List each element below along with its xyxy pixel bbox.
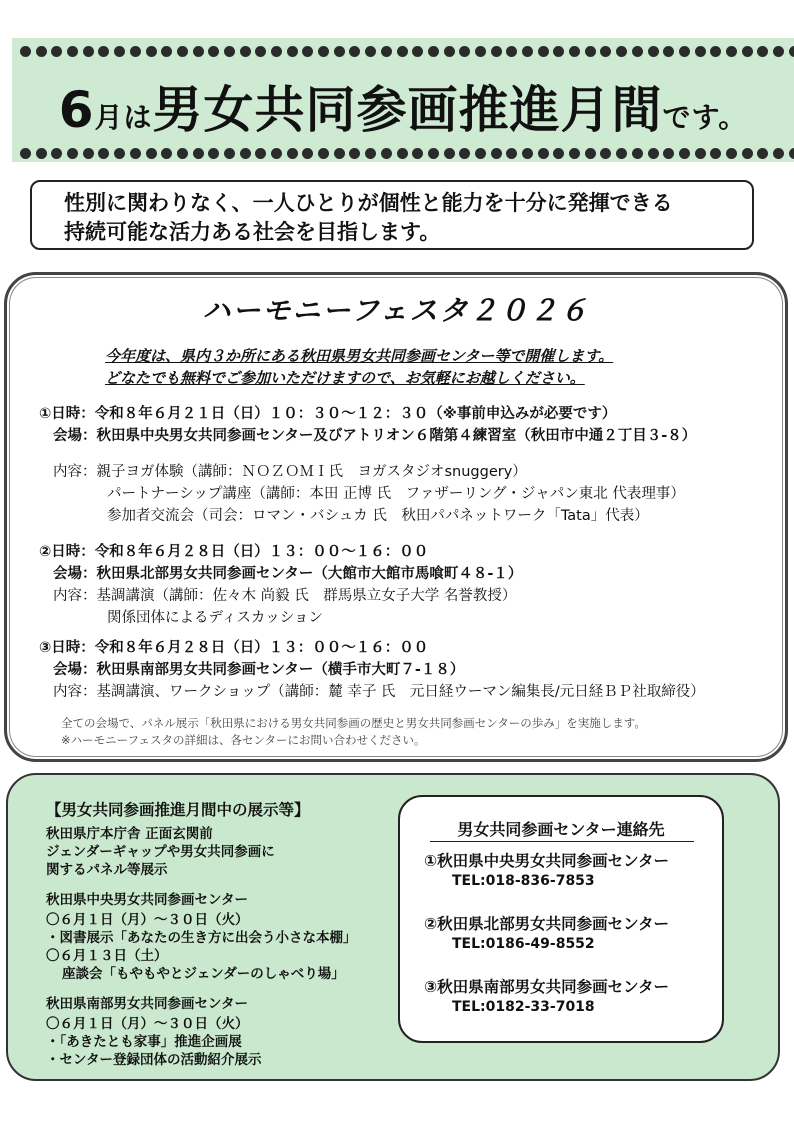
dot	[98, 148, 109, 159]
dot	[36, 148, 47, 159]
exhibit-line: ジェンダーギャップや男女共同参画に	[46, 844, 275, 860]
event-date: ②日時：令和８年６月２８日（日）１３：００～１６：００	[39, 544, 429, 560]
event-venue: 会場：秋田県南部男女共同参画センター（横手市大町７-１８）	[53, 662, 465, 678]
exhibit-line: 秋田県庁本庁舎 正面玄関前	[46, 826, 213, 842]
dot	[491, 46, 502, 57]
event-content: 関係団体によるディスカッション	[107, 610, 323, 626]
dot	[444, 148, 455, 159]
dot	[648, 46, 659, 57]
dot	[491, 148, 502, 159]
dot	[224, 46, 235, 57]
dot	[67, 46, 78, 57]
dot	[114, 46, 125, 57]
header-banner	[12, 38, 794, 162]
dot	[412, 148, 423, 159]
dot	[710, 46, 721, 57]
dot	[83, 148, 94, 159]
dot	[271, 46, 282, 57]
dot	[773, 46, 784, 57]
event-content: 内容：基調講演（講師：佐々木 尚毅 氏 群馬県立女子大学 名誉教授）	[53, 588, 517, 604]
dot	[365, 148, 376, 159]
dot	[397, 148, 408, 159]
dot	[224, 148, 235, 159]
dot	[208, 46, 219, 57]
dot	[679, 148, 690, 159]
exhibit-line: 〇６月１３日（土）	[46, 948, 168, 964]
tagline-line-1: 性別に関わりなく、一人ひとりが個性と能力を十分に発揮できる	[64, 191, 673, 215]
dot	[318, 46, 329, 57]
dot	[412, 46, 423, 57]
dot	[365, 46, 376, 57]
dot	[51, 46, 62, 57]
dot	[506, 148, 517, 159]
exhibit-line: 関するパネル等展示	[46, 862, 168, 878]
dot	[146, 46, 157, 57]
dot	[349, 148, 360, 159]
dot	[302, 148, 313, 159]
dot	[553, 46, 564, 57]
dot	[616, 148, 627, 159]
dot	[569, 46, 580, 57]
dot	[632, 46, 643, 57]
dot	[114, 148, 125, 159]
tagline-line-2: 持続可能な活力ある社会を目指します。	[64, 220, 441, 244]
exhibit-line: 座談会「もやもやとジェンダーのしゃべり場」	[62, 966, 345, 982]
dot	[208, 148, 219, 159]
festa-intro: 今年度は、県内３か所にある秋田県男女共同参画センター等で開催します。 どなたでも無料でご参加いただけますので、お気軽にお越しください。	[105, 347, 614, 387]
dot	[36, 46, 47, 57]
exhibit-line: ・センター登録団体の活動紹介展示	[46, 1052, 262, 1068]
event-date: ③日時：令和８年６月２８日（日）１３：００～１６：００	[39, 640, 429, 656]
exhibit-line: 〇６月１日（月）～３０日（火）	[46, 1016, 249, 1032]
dot	[177, 148, 188, 159]
exhibit-line: 秋田県中央男女共同参画センター	[46, 892, 248, 908]
event-venue: 会場：秋田県北部男女共同参画センター（大館市大館市馬喰町４８-１）	[53, 566, 523, 582]
dot	[381, 148, 392, 159]
dot-border-top	[20, 44, 794, 58]
dot	[553, 148, 564, 159]
dot	[789, 46, 794, 57]
dot	[475, 148, 486, 159]
dot	[710, 148, 721, 159]
dot	[459, 46, 470, 57]
dot	[585, 148, 596, 159]
contact-box	[398, 795, 724, 1043]
dot	[193, 46, 204, 57]
event-venue: 会場：秋田県中央男女共同参画センター及びアトリオン６階第４練習室（秋田市中通２丁目３-８）	[53, 428, 697, 444]
title-underline	[430, 841, 694, 842]
contact-title: 男女共同参画センター連絡先	[457, 820, 665, 839]
dot	[20, 148, 31, 159]
event-date: ①日時：令和８年６月２１日（日）１０：３０～１２：３０（※事前申込みが必要です）	[39, 406, 617, 422]
center-name: ①秋田県中央男女共同参画センター	[424, 852, 670, 870]
dot	[459, 148, 470, 159]
festa-note: 全ての会場で、パネル展示「秋田県における男女共同参画の歴史と男女共同参画センターの歩み」を実施します。 ※ハーモニーフェスタの詳細は、各センターにお問い合わせください。	[61, 716, 646, 747]
dot	[98, 46, 109, 57]
dot	[318, 148, 329, 159]
dot	[302, 46, 313, 57]
festa-title: ハーモニーフェスタ２０２６	[202, 294, 590, 327]
dot	[161, 46, 172, 57]
dot	[161, 148, 172, 159]
exhibit-line: ・「あきたとも家事」推進企画展	[46, 1034, 242, 1050]
dot	[334, 148, 345, 159]
dot	[616, 46, 627, 57]
dot	[632, 148, 643, 159]
dot	[522, 46, 533, 57]
dot	[773, 148, 784, 159]
dot	[271, 148, 282, 159]
exhibit-line: ・図書展示「あなたの生き方に出会う小さな本棚」	[46, 930, 357, 946]
exhibit-line: 〇６月１日（月）～３０日（火）	[46, 912, 249, 928]
dot	[83, 46, 94, 57]
dot	[475, 46, 486, 57]
dot	[255, 46, 266, 57]
dot	[287, 46, 298, 57]
dot	[585, 46, 596, 57]
dot	[679, 46, 690, 57]
dot	[695, 148, 706, 159]
event-content: 内容：基調講演、ワークショップ（講師：麓 幸子 氏 元日経ウーマン編集長/元日経ＢＰ社取締役）	[53, 684, 705, 700]
dot	[146, 148, 157, 159]
event-2	[39, 541, 522, 629]
dot	[287, 148, 298, 159]
page-title: 6月は男女共同参画推進月間です。	[58, 81, 748, 139]
event-content: 内容：親子ヨガ体験（講師：ＮＯＺＯＭＩ氏 ヨガスタジオsnuggery）	[53, 464, 527, 480]
dot	[428, 46, 439, 57]
dot	[538, 46, 549, 57]
dot	[742, 46, 753, 57]
center-tel: TEL:0186-49-8552	[452, 936, 595, 952]
dot	[444, 46, 455, 57]
dot	[381, 46, 392, 57]
dot	[349, 46, 360, 57]
dot	[240, 46, 251, 57]
dot	[742, 148, 753, 159]
dot	[193, 148, 204, 159]
center-name: ③秋田県南部男女共同参画センター	[424, 978, 670, 996]
dot	[663, 46, 674, 57]
event-3	[39, 637, 705, 703]
dot	[506, 46, 517, 57]
exhibit-line: 秋田県南部男女共同参画センター	[46, 996, 248, 1012]
dot	[130, 148, 141, 159]
dot	[428, 148, 439, 159]
dot	[648, 148, 659, 159]
event-1	[39, 403, 696, 527]
dot	[538, 148, 549, 159]
center-tel: TEL:0182-33-7018	[452, 999, 595, 1015]
dot	[255, 148, 266, 159]
dot	[663, 148, 674, 159]
center-name: ②秋田県北部男女共同参画センター	[424, 915, 670, 933]
dot-border-bottom	[20, 146, 794, 160]
dot	[67, 148, 78, 159]
festa-section	[4, 272, 788, 762]
dot	[695, 46, 706, 57]
dot	[334, 46, 345, 57]
event-content: パートナーシップ講座（講師：本田 正博 氏 ファザーリング・ジャパン東北 代表理事）	[107, 486, 685, 502]
dot	[600, 148, 611, 159]
dot	[600, 46, 611, 57]
dot	[51, 148, 62, 159]
dot	[757, 46, 768, 57]
dot	[130, 46, 141, 57]
exhibit-heading: 【男女共同参画推進月間中の展示等】	[46, 801, 310, 819]
dot	[789, 148, 794, 159]
dot	[240, 148, 251, 159]
dot	[569, 148, 580, 159]
dot	[757, 148, 768, 159]
dot	[397, 46, 408, 57]
dot	[177, 46, 188, 57]
dot	[726, 46, 737, 57]
dot	[522, 148, 533, 159]
center-tel: TEL:018-836-7853	[452, 873, 595, 889]
event-content: 参加者交流会（司会：ロマン・バシュカ 氏 秋田パパネットワーク「Tata」代表）	[107, 508, 649, 524]
dot	[726, 148, 737, 159]
dot	[20, 46, 31, 57]
tagline-box	[30, 180, 754, 250]
